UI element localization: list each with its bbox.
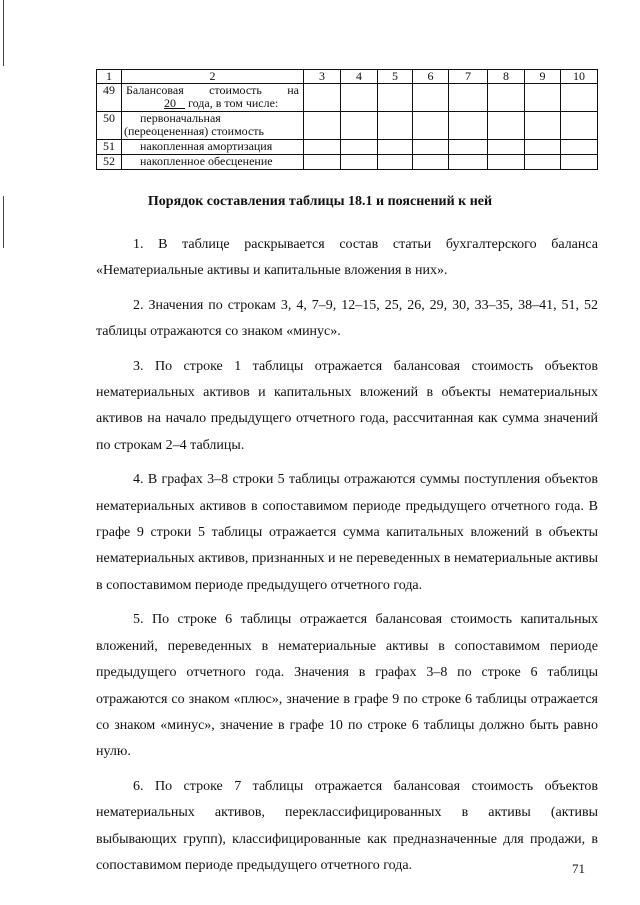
- column-header: 10: [561, 70, 598, 84]
- table-cell: [525, 84, 561, 112]
- table-cell: [378, 140, 413, 155]
- table-header-row: [97, 70, 598, 84]
- column-header: 2: [122, 70, 304, 84]
- paragraph: 4. В графах 3–8 строки 5 таблицы отражаются суммы поступления объектов нематериальных активов в сопоставимом периоде предыдущего отчетного года. В графе 9 строки 5 таблицы отражается сумма капитальных вложений в объекты нематериальных активов, признанных и не переведенных в нематериальные активы в сопоставимом периоде предыдущего отчетного года.: [96, 472, 598, 593]
- table-cell: [561, 140, 598, 155]
- row-description: накопленная амортизация: [122, 140, 304, 155]
- table-cell: [449, 84, 488, 112]
- row-description-part: (переоцененная) стоимость: [124, 124, 265, 138]
- table-cell: [449, 140, 488, 155]
- row-description-part: Балансовая: [126, 83, 184, 97]
- table-cell: [378, 84, 413, 112]
- table-cell: [341, 140, 378, 155]
- table-cell: [304, 84, 341, 112]
- column-header: 4: [341, 70, 378, 84]
- row-number: 51: [97, 140, 122, 155]
- column-header: 7: [449, 70, 488, 84]
- table-cell: [341, 84, 378, 112]
- row-description-part: стоимость: [209, 83, 262, 97]
- paragraph: 5. По строке 6 таблицы отражается балансовая стоимость капитальных вложений, переведенных в нематериальные активы в сопоставимом периоде предыдущего отчетного года. Значения в графах 3–8 по строке 6 таблицы отражаются со знаком «плюс», значение в графе 9 по строке 6 таблицы отражается со знаком «минус», значение в графе 10 по строке 6 таблицы должно быть равно нулю.: [96, 612, 598, 760]
- row-description-part: на: [287, 83, 299, 97]
- table-cell: [561, 84, 598, 112]
- body-text: [96, 232, 598, 887]
- table-cell: [525, 155, 561, 170]
- paragraph: 6. По строке 7 таблицы отражается балансовая стоимость объектов нематериальных активов, переклассифицированных в активы (активы выбывающих групп), классифицированные как предназначенные для продажи, в сопоставимом периоде предыдущего отчетного года.: [96, 778, 598, 873]
- table-cell: [525, 112, 561, 140]
- table-cell: [488, 84, 525, 112]
- table-cell: [304, 112, 341, 140]
- section-title: Порядок составления таблицы 18.1 и пояснений к ней: [147, 194, 493, 209]
- table-row: [97, 155, 598, 170]
- table-cell: [525, 140, 561, 155]
- table-cell: [378, 155, 413, 170]
- column-header: 8: [488, 70, 525, 84]
- table-cell: [413, 84, 449, 112]
- data-table: [96, 69, 598, 170]
- column-header: 6: [413, 70, 449, 84]
- paragraph: 3. По строке 1 таблицы отражается балансовая стоимость объектов нематериальных активов и капитальных вложений в объекты нематериальных активов на начало предыдущего отчетного года, рассчитанная как сумма значений по строкам 2–4 таблицы.: [96, 358, 598, 453]
- column-header: 9: [525, 70, 561, 84]
- table-row: [97, 84, 598, 112]
- table-row: [97, 140, 598, 155]
- column-header: 1: [97, 70, 122, 84]
- row-description-part: первоначальная: [140, 111, 221, 125]
- row-number: 50: [97, 112, 122, 140]
- table-cell: [304, 155, 341, 170]
- table-cell: [449, 112, 488, 140]
- table-cell: [413, 112, 449, 140]
- table-cell: [488, 112, 525, 140]
- row-description: [122, 112, 304, 140]
- table-cell: [449, 155, 488, 170]
- row-description-part: года, в том числе:: [188, 96, 279, 110]
- row-description: накопленное обесценение: [122, 155, 304, 170]
- table-cell: [304, 140, 341, 155]
- row-description: [122, 84, 304, 112]
- table-cell: [413, 155, 449, 170]
- table-cell: [488, 155, 525, 170]
- table-cell: [378, 112, 413, 140]
- page-number: 71: [572, 861, 585, 876]
- scan-edge-line: [3, 0, 4, 66]
- row-number: 52: [97, 155, 122, 170]
- table-cell: [561, 155, 598, 170]
- table-row: [97, 112, 598, 140]
- column-header: 5: [378, 70, 413, 84]
- paragraph: 1. В таблице раскрывается состав статьи бухгалтерского баланса «Нематериальные активы и капитальные вложения в них».: [96, 237, 598, 279]
- column-header: 3: [304, 70, 341, 84]
- table-cell: [413, 140, 449, 155]
- paragraph: 2. Значения по строкам 3, 4, 7–9, 12–15, 25, 26, 29, 30, 33–35, 38–41, 51, 52 таблицы отражаются со знаком «минус».: [96, 297, 598, 340]
- table-cell: [341, 155, 378, 170]
- table-cell: [561, 112, 598, 140]
- table-cell: [488, 140, 525, 155]
- table-cell: [341, 112, 378, 140]
- row-number: 49: [97, 84, 122, 112]
- year-blank: 20: [164, 96, 176, 110]
